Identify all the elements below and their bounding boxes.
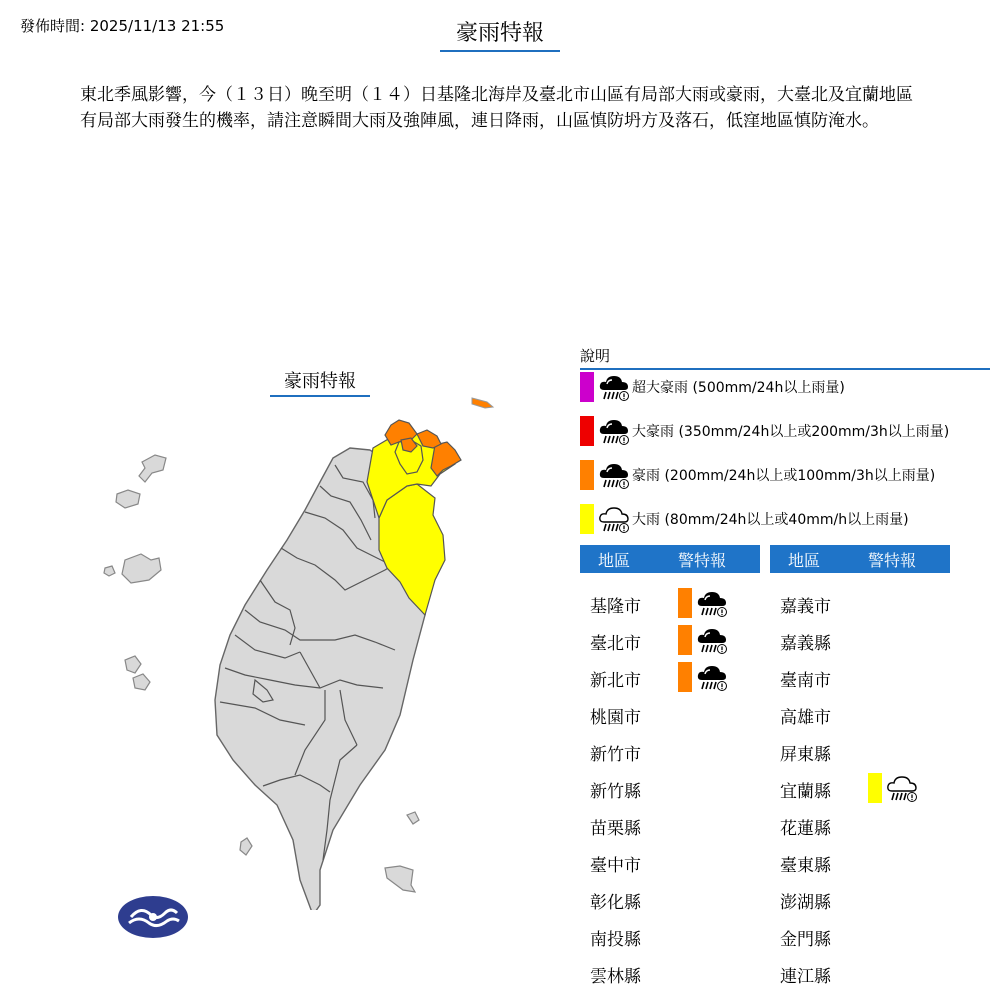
area-name-left: 新竹縣 bbox=[590, 782, 641, 802]
area-name-left: 新竹市 bbox=[590, 745, 641, 765]
warning-level-bar bbox=[678, 625, 692, 655]
heavy-rain-cloud-icon bbox=[696, 588, 728, 618]
legend-label: 豪雨 (200mm/24h以上或100mm/3h以上雨量) bbox=[632, 468, 936, 484]
area-name-left: 新北市 bbox=[590, 671, 641, 691]
area-name-right: 高雄市 bbox=[780, 708, 831, 728]
publish-time bbox=[20, 15, 224, 36]
map-title: 豪雨特報 bbox=[270, 367, 370, 397]
legend-item bbox=[580, 416, 949, 446]
area-name-right: 連江縣 bbox=[780, 967, 831, 987]
heavy-rain-cloud-icon bbox=[696, 625, 728, 655]
area-name-right: 屏東縣 bbox=[780, 745, 831, 765]
warning-summary: 東北季風影響，今（１３日）晚至明（１４）日基隆北海岸及臺北市山區有局部大雨或豪雨，大臺北及宜蘭地區有局部大雨發生的機率，請注意瞬間大雨及強陣風，連日降雨，山區慎防坍方及落石，低窪地區慎防淹水。 bbox=[80, 85, 913, 131]
legend-item bbox=[580, 372, 845, 402]
warning-level-bar bbox=[868, 773, 882, 803]
area-name-left: 桃園市 bbox=[590, 708, 641, 728]
island-ludao bbox=[407, 812, 419, 824]
warning-level-bar bbox=[678, 662, 692, 692]
legend-item bbox=[580, 460, 935, 490]
publish-time-value: 2025/11/13 21:55 bbox=[89, 17, 225, 35]
area-name-right: 嘉義市 bbox=[780, 597, 831, 617]
area-name-left: 臺北市 bbox=[590, 634, 641, 654]
area-name-left: 臺中市 bbox=[590, 856, 641, 876]
island-lanyu bbox=[385, 866, 415, 892]
publish-label: 發佈時間: bbox=[20, 17, 86, 35]
island-penghu-6 bbox=[133, 674, 150, 690]
legend-item bbox=[580, 504, 909, 534]
area-name-right: 金門縣 bbox=[780, 930, 831, 950]
area-name-left: 彰化縣 bbox=[590, 893, 641, 913]
col-warning-left: 警特報 bbox=[678, 550, 727, 570]
legend-label: 大雨 (80mm/24h以上或40mm/h以上雨量) bbox=[632, 512, 909, 528]
island-pengjia bbox=[472, 398, 493, 408]
table-header-right bbox=[770, 545, 950, 573]
island-liuqiu bbox=[240, 838, 252, 855]
area-name-right: 臺南市 bbox=[780, 671, 831, 691]
area-name-right: 花蓮縣 bbox=[780, 819, 831, 839]
legend-label: 超大豪雨 (500mm/24h以上雨量) bbox=[632, 380, 845, 396]
col-area-left: 地區 bbox=[598, 550, 631, 570]
island-penghu-2 bbox=[116, 490, 140, 508]
island-penghu-1 bbox=[139, 455, 166, 482]
taiwan-warning-map bbox=[95, 390, 505, 910]
legend-heading: 說明 bbox=[580, 345, 990, 370]
legend-label: 大豪雨 (350mm/24h以上或200mm/3h以上雨量) bbox=[632, 424, 950, 440]
col-warning-right: 警特報 bbox=[868, 550, 917, 570]
area-name-right: 澎湖縣 bbox=[780, 893, 831, 913]
rain-cloud-outline-icon bbox=[886, 773, 918, 803]
cwa-logo-icon bbox=[117, 895, 189, 939]
table-header-left bbox=[580, 545, 760, 573]
legend-swatch bbox=[580, 504, 594, 534]
area-name-left: 雲林縣 bbox=[590, 967, 641, 987]
legend-swatch bbox=[580, 416, 594, 446]
area-name-right: 臺東縣 bbox=[780, 856, 831, 876]
rain-cloud-outline-icon bbox=[598, 504, 632, 534]
area-name-right: 宜蘭縣 bbox=[780, 782, 831, 802]
heavy-rain-cloud-icon bbox=[598, 372, 632, 402]
island-penghu-5 bbox=[125, 656, 141, 673]
page-title: 豪雨特報 bbox=[440, 16, 560, 52]
island-penghu-4 bbox=[104, 566, 115, 576]
area-name-left: 基隆市 bbox=[590, 597, 641, 617]
area-name-right: 嘉義縣 bbox=[780, 634, 831, 654]
warning-level-bar bbox=[678, 588, 692, 618]
legend-swatch bbox=[580, 372, 594, 402]
island-penghu-3 bbox=[122, 554, 161, 583]
heavy-rain-cloud-icon bbox=[598, 416, 632, 446]
area-name-left: 苗栗縣 bbox=[590, 819, 641, 839]
col-area-right: 地區 bbox=[788, 550, 821, 570]
legend-swatch bbox=[580, 460, 594, 490]
heavy-rain-cloud-icon bbox=[598, 460, 632, 490]
heavy-rain-cloud-icon bbox=[696, 662, 728, 692]
area-name-left: 南投縣 bbox=[590, 930, 641, 950]
